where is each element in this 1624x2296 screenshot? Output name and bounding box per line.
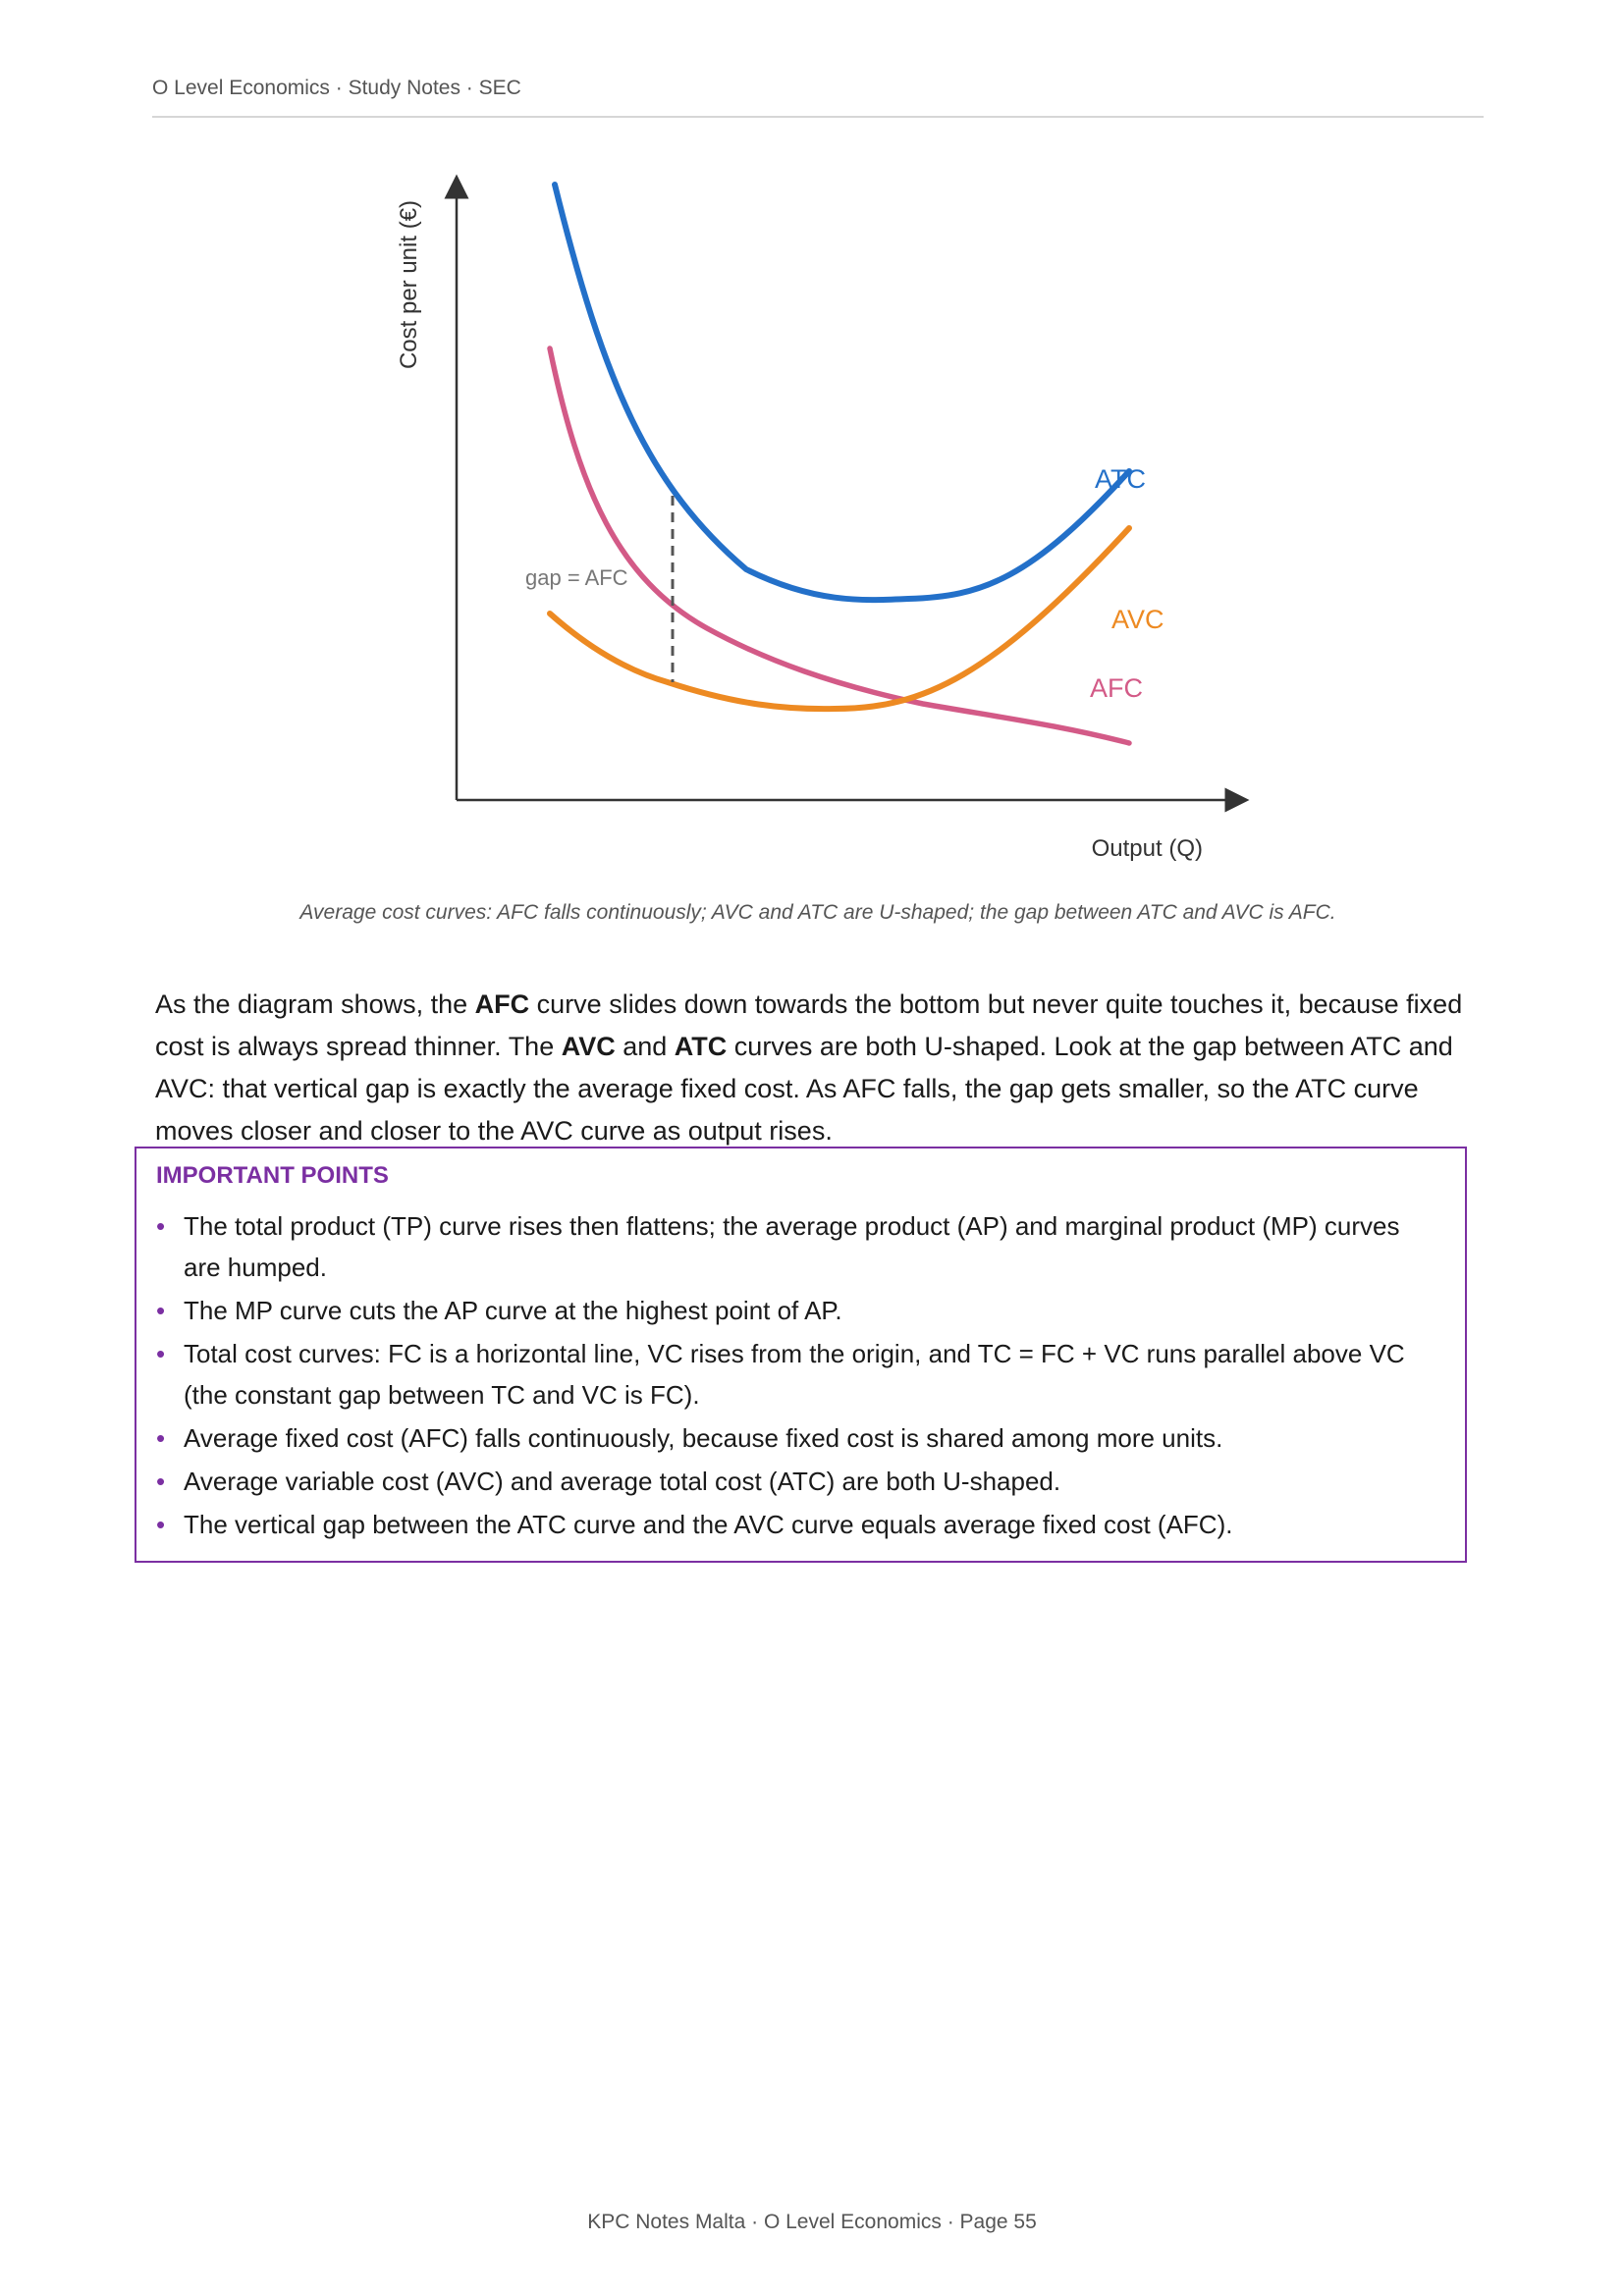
- list-item: [156, 1333, 1442, 1415]
- bullet-icon: •: [156, 1211, 166, 1241]
- running-header: [152, 77, 1484, 118]
- cost-curves-diagram: [373, 167, 1257, 874]
- avc-label: AVC: [1111, 605, 1164, 634]
- list-item: [156, 1504, 1442, 1545]
- atc-label: ATC: [1095, 464, 1146, 494]
- bullet-icon: •: [156, 1423, 166, 1453]
- important-points-box: [135, 1147, 1467, 1563]
- list-item: [156, 1290, 1442, 1331]
- paragraph-text-1: As the diagram shows, the: [155, 989, 475, 1019]
- atc-curve: [555, 185, 1129, 600]
- point-text: Average fixed cost (AFC) falls continuously, because fixed cost is shared among more units.: [184, 1423, 1223, 1453]
- point-text: The total product (TP) curve rises then flattens; the average product (AP) and marginal product (MP) curves are humped.: [184, 1211, 1400, 1282]
- gap-label: gap = AFC: [525, 565, 628, 590]
- important-points-list: [156, 1205, 1442, 1547]
- point-text: The MP curve cuts the AP curve at the highest point of AP.: [184, 1296, 842, 1325]
- y-axis-label: Cost per unit (€): [396, 199, 422, 370]
- paragraph-bold-atc: ATC: [674, 1032, 728, 1061]
- running-title: O Level Economics · Study Notes · SEC: [152, 77, 521, 99]
- list-item: [156, 1461, 1442, 1502]
- bullet-icon: •: [156, 1510, 166, 1539]
- paragraph-text-3: and: [615, 1032, 675, 1061]
- paragraph-bold-avc: AVC: [561, 1032, 616, 1061]
- list-item: [156, 1205, 1442, 1288]
- list-item: [156, 1417, 1442, 1459]
- afc-curve: [550, 348, 1129, 743]
- cost-curves-figure: [373, 167, 1257, 874]
- bullet-icon: •: [156, 1467, 166, 1496]
- point-text: Average variable cost (AVC) and average total cost (ATC) are both U-shaped.: [184, 1467, 1061, 1496]
- figure-caption: Average cost curves: AFC falls continuously; AVC and ATC are U-shaped; the gap between ATC and AVC is AFC.: [299, 901, 1336, 924]
- x-axis-label: Output (Q): [1091, 835, 1203, 862]
- paragraph-bold-afc: AFC: [474, 989, 530, 1019]
- explanation-paragraph: [155, 984, 1471, 1152]
- paragraph-text-2: curve slides down towards the bottom but never quite touches it, because fixed cost is always spread thinner. The: [155, 989, 1463, 1061]
- point-text: The vertical gap between the ATC curve and the AVC curve equals average fixed cost (AFC).: [184, 1510, 1233, 1539]
- afc-label: AFC: [1090, 673, 1143, 703]
- page-footer: KPC Notes Malta · O Level Economics · Page 55: [587, 2211, 1037, 2233]
- paragraph-text-4: curves are both U-shaped. Look at the gap between ATC and AVC: that vertical gap is exactly the average fixed cost. As AFC falls, the gap gets smaller, so the ATC curve moves closer and closer to the AVC curve as output rises.: [155, 1032, 1453, 1146]
- important-points-title: IMPORTANT POINTS: [156, 1162, 389, 1189]
- point-text: Total cost curves: FC is a horizontal line, VC rises from the origin, and TC = FC + VC runs parallel above VC (the constant gap between TC and VC is FC).: [184, 1339, 1405, 1410]
- bullet-icon: •: [156, 1339, 166, 1368]
- bullet-icon: •: [156, 1296, 166, 1325]
